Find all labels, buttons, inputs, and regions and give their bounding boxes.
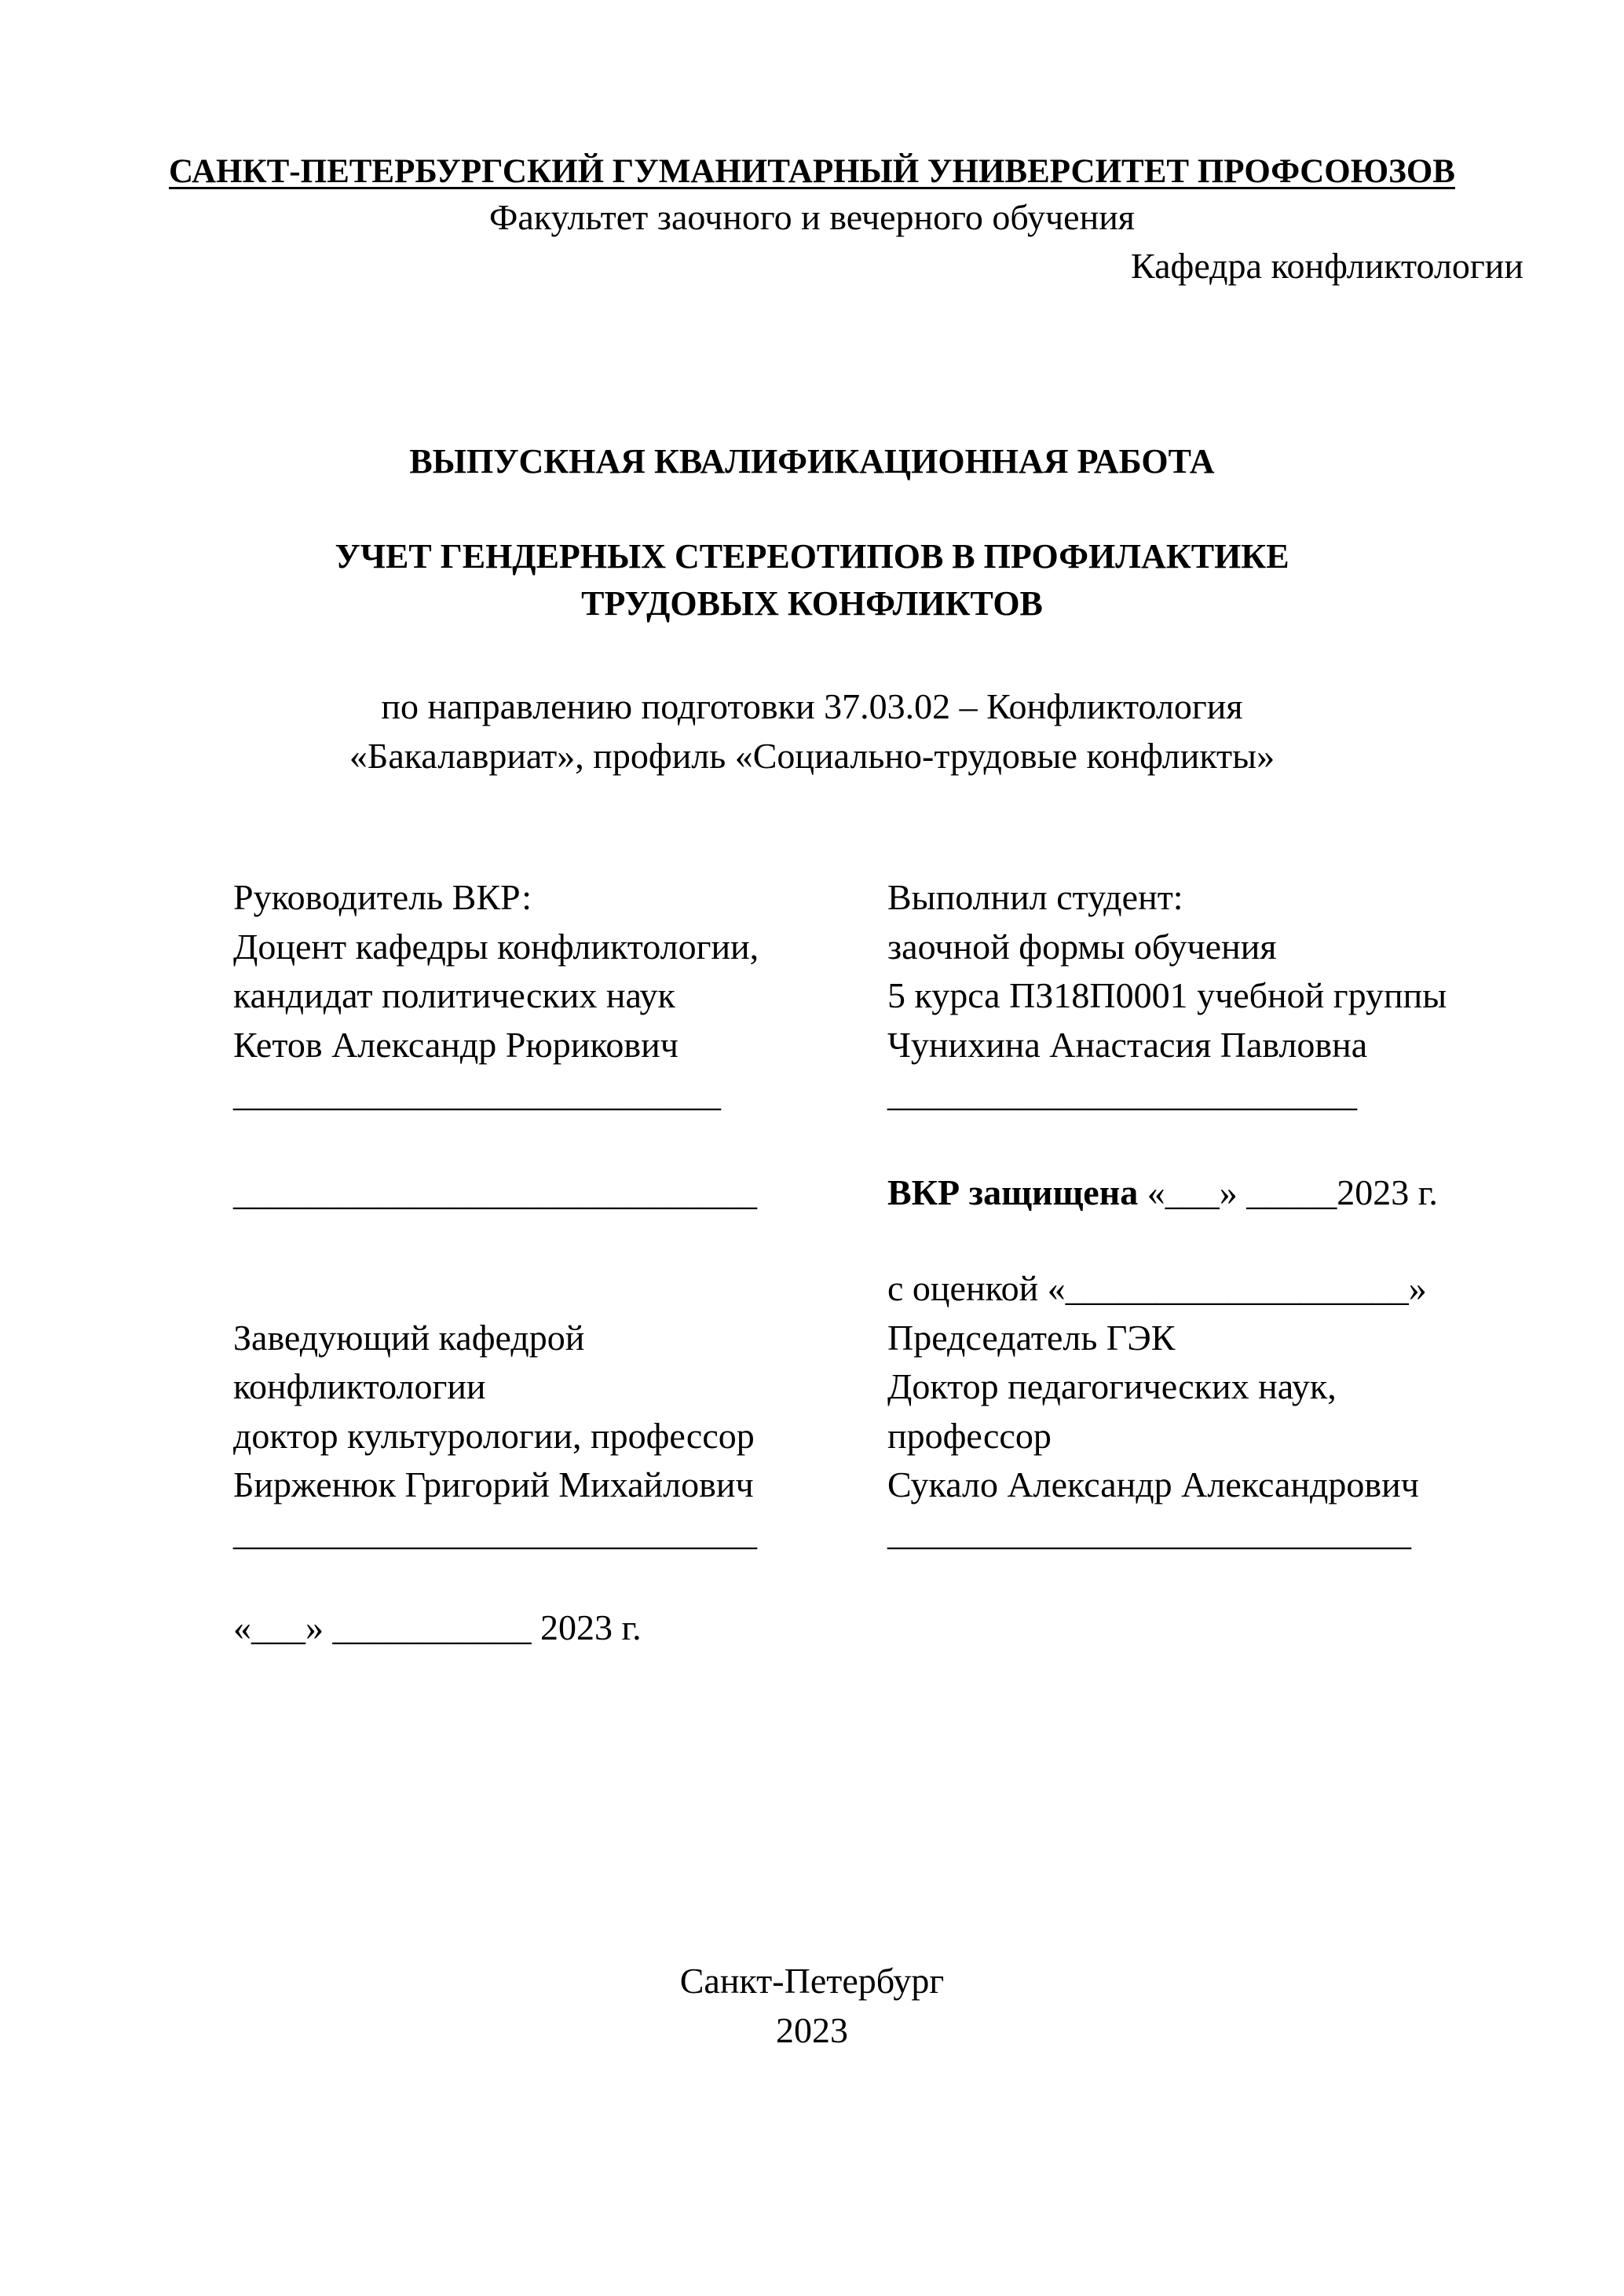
head-label: Заведующий кафедрой bbox=[233, 1318, 585, 1358]
student-label: Выполнил студент: bbox=[887, 877, 1183, 917]
direction-line2: «Бакалавриат», профиль «Социально-трудовые конфликты» bbox=[349, 736, 1275, 776]
head-department: конфликтологии bbox=[233, 1366, 486, 1406]
supervisor-position: Доцент кафедры конфликтологии, bbox=[233, 927, 759, 967]
chairman-degree: Доктор педагогических наук, bbox=[887, 1366, 1337, 1406]
head-date-line: «___» ___________ 2023 г. bbox=[233, 1607, 642, 1647]
defense-label: ВКР защищена bbox=[887, 1172, 1139, 1212]
head-degree: доктор культурологии, профессор bbox=[233, 1416, 755, 1456]
footer-year: 2023 bbox=[776, 2010, 848, 2050]
student-name: Чунихина Анастасия Павловна bbox=[887, 1025, 1368, 1065]
university-name: САНКТ-ПЕТЕРБУРГСКИЙ ГУМАНИТАРНЫЙ УНИВЕРСИТЕТ ПРОФСОЮЗОВ bbox=[169, 153, 1455, 190]
supervisor-signature-line: ___________________________ bbox=[233, 1073, 721, 1113]
defense-line bbox=[887, 1172, 1438, 1212]
defense-grade-line: с оценкой «___________________» bbox=[887, 1268, 1427, 1308]
head-signature-line: _____________________________ bbox=[233, 1512, 757, 1552]
supervisor-degree: кандидат политических наук bbox=[233, 975, 675, 1015]
supervisor-name: Кетов Александр Рюрикович bbox=[233, 1025, 678, 1065]
chairman-signature-line: _____________________________ bbox=[887, 1512, 1411, 1552]
work-type-title: ВЫПУСКНАЯ КВАЛИФИКАЦИОННАЯ РАБОТА bbox=[409, 442, 1215, 481]
student-signature-line: __________________________ bbox=[887, 1073, 1357, 1113]
faculty-name: Факультет заочного и вечерного обучения bbox=[489, 197, 1135, 237]
footer-city: Санкт-Петербург bbox=[679, 1961, 945, 2001]
department-name: Кафедра конфликтологии bbox=[1131, 246, 1523, 286]
supervisor-label: Руководитель ВКР: bbox=[233, 877, 532, 917]
chairman-title: профессор bbox=[887, 1416, 1052, 1456]
student-group: 5 курса ПЗ18П0001 учебной группы bbox=[887, 975, 1447, 1015]
supervisor-grade-line: _____________________________ bbox=[233, 1172, 757, 1212]
student-form: заочной формы обучения bbox=[887, 927, 1277, 967]
head-name: Бирженюк Григорий Михайлович bbox=[233, 1464, 754, 1504]
chairman-label: Председатель ГЭК bbox=[887, 1318, 1176, 1358]
direction-line1: по направлению подготовки 37.03.02 – Конфликтология bbox=[381, 686, 1243, 726]
chairman-name: Сукало Александр Александрович bbox=[887, 1464, 1419, 1504]
topic-title-line2: ТРУДОВЫХ КОНФЛИКТОВ bbox=[581, 584, 1043, 623]
topic-title-line1: УЧЕТ ГЕНДЕРНЫХ СТЕРЕОТИПОВ В ПРОФИЛАКТИКЕ bbox=[335, 537, 1289, 576]
defense-date: «___» _____2023 г. bbox=[1138, 1172, 1438, 1212]
